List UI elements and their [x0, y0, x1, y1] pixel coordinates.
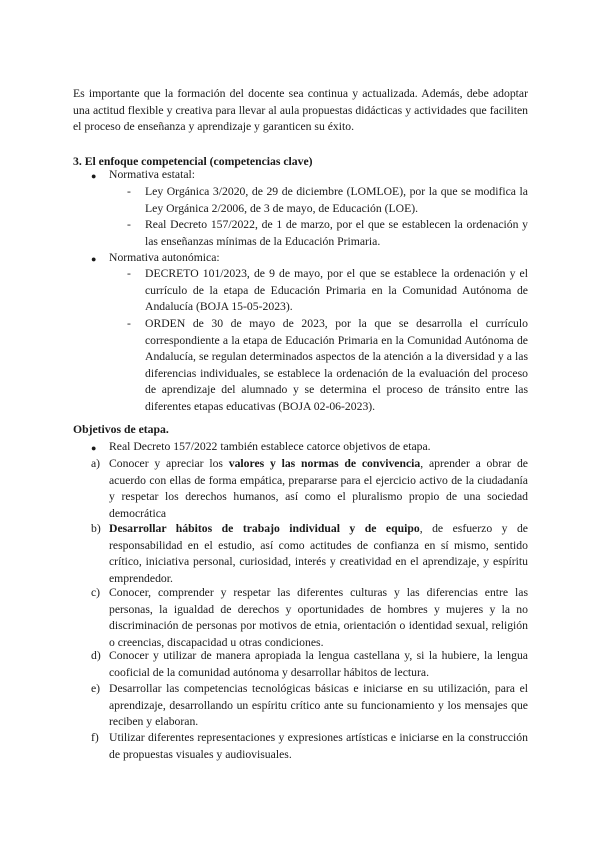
dash-marker: -: [127, 185, 131, 198]
bullet-icon: ●: [91, 254, 97, 264]
dash-marker: -: [127, 317, 131, 330]
normativa-autonomica-item: DECRETO 101/2023, de 9 de mayo, por el que se establece la ordenación y el currículo de la etapa de Educación Primaria en la Comunidad Autónoma de Andalucía (BOJA 15-05-2023).: [145, 267, 528, 314]
list-letter: f): [91, 731, 99, 744]
dash-marker: -: [127, 218, 131, 231]
objetivo-item: Desarrollar hábitos de trabajo individual y de equipo, de esfuerzo y de responsabilidad en el estudio, así como actitudes de confianza en sí mismo, sentido crítico, iniciativa personal, curiosidad, interés y creatividad en el aprendizaje, y espíritu emprendedor.: [109, 522, 528, 585]
section-heading: 3. El enfoque competencial (competencias clave): [73, 155, 313, 168]
objetivo-item: Desarrollar las competencias tecnológicas básicas e iniciarse en su utilización, para el aprendizaje, desarrollando un espíritu crítico ante su funcionamiento y los mensajes que reciben y elaboran.: [109, 682, 528, 729]
bullet-icon: ●: [91, 443, 97, 453]
list-letter: c): [91, 586, 101, 599]
bullet-icon: ●: [91, 171, 97, 181]
objetivo-item: Conocer y utilizar de manera apropiada la lengua castellana y, si la hubiere, la lengua cooficial de la comunidad autónoma y desarrollar hábitos de lectura.: [109, 649, 528, 679]
list-letter: e): [91, 682, 101, 695]
list-letter: b): [91, 522, 101, 535]
normativa-autonomica-label: Normativa autonómica:: [109, 251, 220, 264]
normativa-estatal-item: Ley Orgánica 3/2020, de 29 de diciembre (LOMLOE), por la que se modifica la Ley Orgánica 2/2006, de 3 de mayo, de Educación (LOE).: [145, 185, 528, 215]
objetivo-item: Conocer y apreciar los valores y las normas de convivencia, aprender a obrar de acuerdo con ellas de forma empática, prepararse para el ejercicio activo de la ciudadanía y respetar los derechos humanos, así como el pluralismo propio de una sociedad democrática: [109, 457, 528, 520]
objetivo-item: Conocer, comprender y respetar las diferentes culturas y las diferencias entre las personas, la igualdad de derechos y oportunidades de hombres y mujeres y la no discriminación de personas por motivos de etnia, orientación o identidad sexual, religión o creencias, discapacidad u otras condiciones.: [109, 586, 528, 649]
objetivos-intro: Real Decreto 157/2022 también establece catorce objetivos de etapa.: [109, 440, 431, 453]
list-letter: d): [91, 649, 101, 662]
objetivos-heading: Objetivos de etapa.: [73, 423, 169, 436]
dash-marker: -: [127, 267, 131, 280]
list-letter: a): [91, 457, 101, 470]
normativa-estatal-label: Normativa estatal:: [109, 168, 196, 181]
normativa-autonomica-item: ORDEN de 30 de mayo de 2023, por la que se desarrolla el currículo correspondiente a la etapa de Educación Primaria en la Comunidad Autónoma de Andalucía, se regulan determinados aspectos de la atención a la diversidad y a las diferencias individuales, se establece la ordenación de la evaluación del proceso de aprendizaje del alumnado y se determina el proceso de tránsito entre las diferentes etapas educativas (BOJA 02-06-2023).: [145, 317, 528, 413]
objetivo-item: Utilizar diferentes representaciones y expresiones artísticas e iniciarse en la construcción de propuestas visuales y audiovisuales.: [109, 731, 528, 761]
normativa-estatal-item: Real Decreto 157/2022, de 1 de marzo, por el que se establecen la ordenación y las enseñanzas mínimas de la Educación Primaria.: [145, 218, 528, 248]
intro-paragraph: Es importante que la formación del docente sea continua y actualizada. Además, debe adoptar una actitud flexible y creativa para llevar al aula propuestas didácticas y actividades que faciliten el proceso de enseñanza y aprendizaje y garanticen su éxito.: [73, 87, 528, 134]
